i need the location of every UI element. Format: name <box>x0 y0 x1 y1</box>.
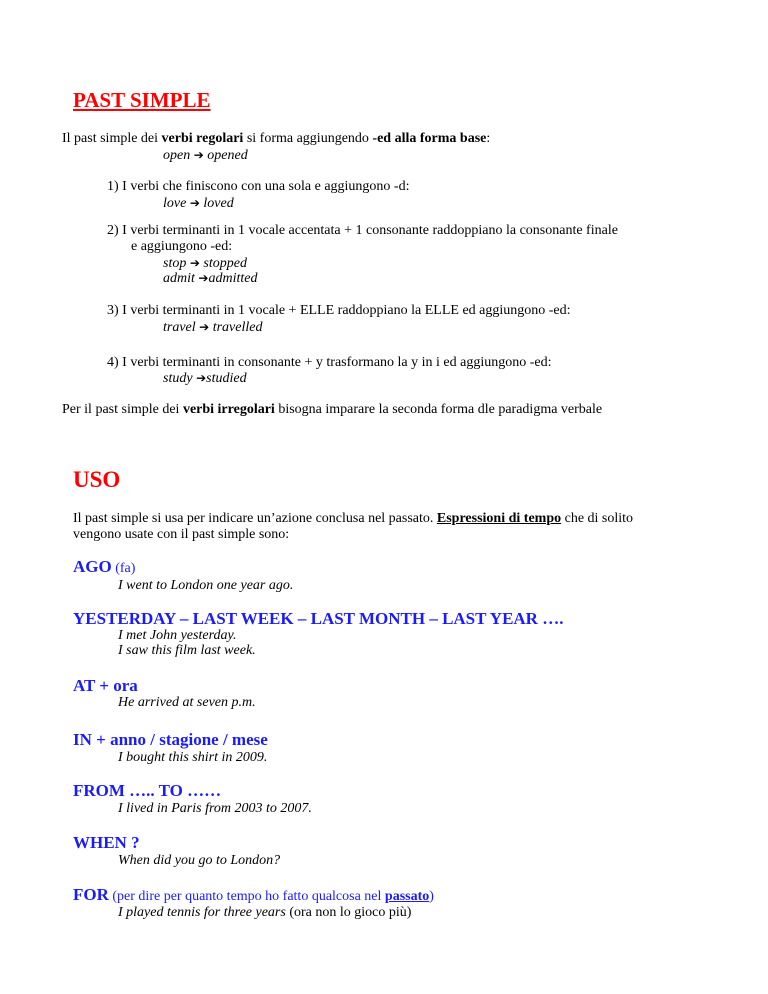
uso-intro-line-2: vengono usate con il past simple sono: <box>73 527 290 542</box>
example-at: He arrived at seven p.m. <box>118 695 256 710</box>
heading-ago-text: AGO <box>73 557 112 576</box>
intro-bold-regular-verbs: verbi regolari <box>161 131 244 146</box>
irregular-text-post: bisogna imparare la seconda forma dle paradigma verbale <box>274 402 603 417</box>
example-admit <box>163 270 257 287</box>
rule-1: 1) I verbi che finiscono con una sola e aggiungono -d: <box>107 179 410 194</box>
uso-title: USO <box>73 467 121 492</box>
example-study <box>163 370 247 387</box>
heading-when: WHEN ? <box>73 833 140 852</box>
arrow-icon: ➔ <box>198 271 209 285</box>
intro-text-mid: si forma aggiungendo <box>243 131 373 146</box>
example-past: loved <box>203 196 234 211</box>
heading-for-paren <box>109 889 434 904</box>
regular-verbs-intro <box>62 131 490 147</box>
heading-for-paren-post: ) <box>429 889 434 904</box>
example-base: admit <box>163 271 195 286</box>
arrow-icon: ➔ <box>189 256 200 270</box>
example-past: travelled <box>212 320 263 335</box>
heading-in: IN + anno / stagione / mese <box>73 730 268 749</box>
example-yesterday-1: I met John yesterday. <box>118 628 237 643</box>
example-for <box>118 905 411 921</box>
heading-ago-paren: (fa) <box>111 561 136 576</box>
intro-colon: : <box>486 131 491 146</box>
rule-3: 3) I verbi terminanti in 1 vocale + ELLE raddoppiano la ELLE ed aggiungono -ed: <box>107 303 571 318</box>
example-in: I bought this shirt in 2009. <box>118 750 268 765</box>
example-yesterday-2: I saw this film last week. <box>118 643 256 658</box>
heading-for <box>73 885 434 907</box>
example-base: travel <box>163 320 196 335</box>
example-base: love <box>163 196 187 211</box>
example-base: stop <box>163 256 187 271</box>
example-past: admitted <box>208 271 258 286</box>
uso-intro-text: Il past simple si usa per indicare un’azione conclusa nel passato. <box>73 511 437 526</box>
rule-2-line-1: 2) I verbi terminanti in 1 vocale accentata + 1 consonante raddoppiano la consonante finale <box>107 223 618 238</box>
example-open <box>163 147 248 164</box>
heading-at: AT + ora <box>73 676 138 695</box>
heading-ago <box>73 557 135 579</box>
uso-intro-line-1 <box>73 511 633 527</box>
arrow-icon: ➔ <box>196 371 207 385</box>
irregular-verbs-note <box>62 402 602 418</box>
irregular-text: Per il past simple dei <box>62 402 183 417</box>
example-for-note: (ora non lo gioco più) <box>285 905 412 920</box>
heading-from-to: FROM ….. TO …… <box>73 781 222 800</box>
heading-yesterday: YESTERDAY – LAST WEEK – LAST MONTH – LAST YEAR …. <box>73 609 564 628</box>
example-travel <box>163 319 262 336</box>
past-simple-title: PAST SIMPLE <box>73 88 211 112</box>
arrow-icon: ➔ <box>189 196 200 210</box>
intro-bold-ed: -ed alla forma base <box>372 131 487 146</box>
arrow-icon: ➔ <box>193 148 204 162</box>
example-ago: I went to London one year ago. <box>118 578 294 593</box>
rule-2-line-2: e aggiungono -ed: <box>131 239 233 254</box>
example-when: When did you go to London? <box>118 853 281 868</box>
example-base: open <box>163 148 191 163</box>
example-past: opened <box>207 148 248 163</box>
heading-for-paren-pre: (per dire per quanto tempo ho fatto qualcosa nel <box>108 889 385 904</box>
heading-for-text: FOR <box>73 885 109 904</box>
irregular-bold: verbi irregolari <box>182 402 275 417</box>
arrow-icon: ➔ <box>199 320 210 334</box>
example-love <box>163 195 234 212</box>
intro-text: Il past simple dei <box>62 131 162 146</box>
heading-for-paren-bold: passato <box>384 889 430 904</box>
example-from-to: I lived in Paris from 2003 to 2007. <box>118 801 312 816</box>
uso-intro-bold: Espressioni di tempo <box>436 511 562 526</box>
example-past: stopped <box>203 256 247 271</box>
example-base: study <box>163 371 193 386</box>
rule-4: 4) I verbi terminanti in consonante + y trasformano la y in i ed aggiungono -ed: <box>107 355 552 370</box>
uso-intro-text-post: che di solito <box>561 511 634 526</box>
example-past: studied <box>206 371 247 386</box>
example-for-italic: I played tennis for three years <box>118 905 286 920</box>
